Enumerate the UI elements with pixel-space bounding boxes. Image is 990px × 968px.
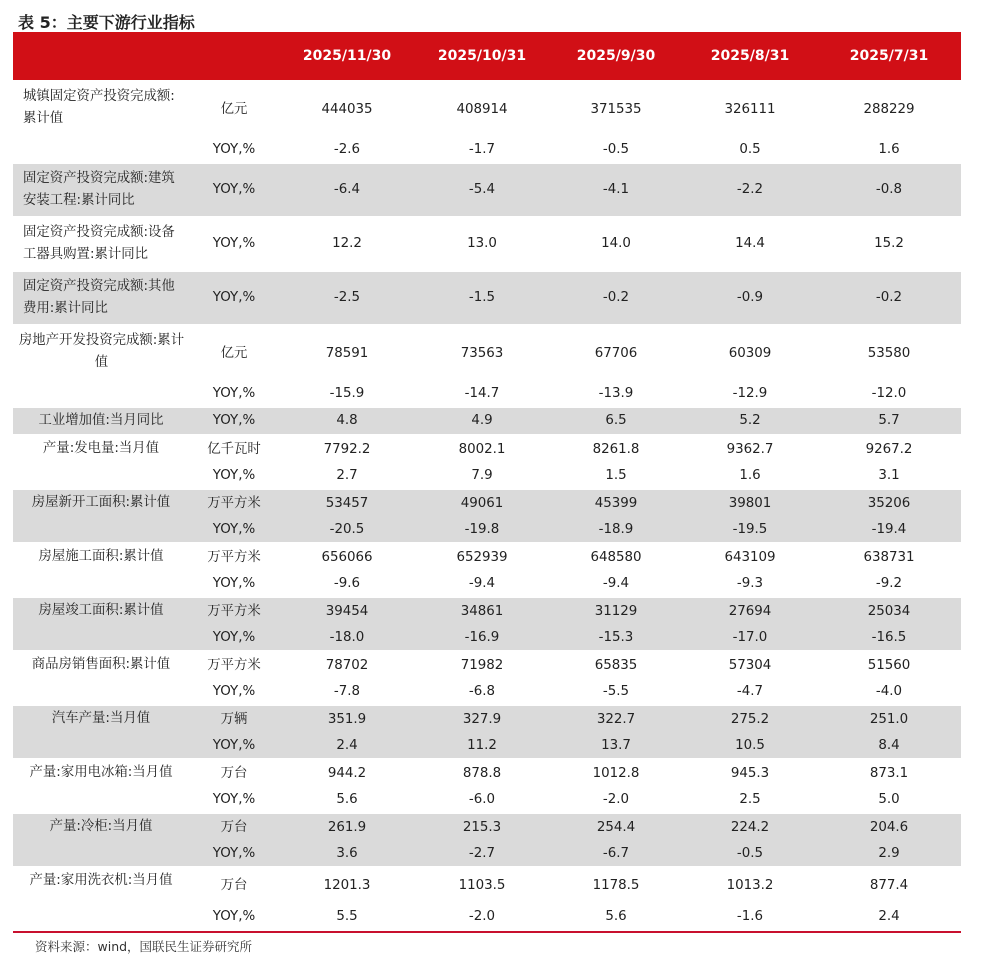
table-row	[13, 597, 961, 625]
value-cell: 2.7	[279, 463, 415, 489]
unit-cell: YOY,%	[189, 463, 279, 489]
table-row	[13, 407, 961, 435]
value-cell: -0.9	[683, 271, 817, 325]
value-cell: 254.4	[549, 813, 683, 841]
value-cell: 14.0	[549, 217, 683, 271]
indicator-group	[13, 867, 961, 931]
unit-cell: YOY,%	[189, 217, 279, 271]
value-cell: 322.7	[549, 705, 683, 733]
table-header-row	[13, 32, 961, 81]
value-cell: 945.3	[683, 759, 817, 787]
value-cell: 0.5	[683, 137, 817, 163]
value-cell: 288229	[817, 81, 961, 137]
value-cell: 39454	[279, 597, 415, 625]
value-cell: -1.7	[415, 137, 549, 163]
unit-cell: YOY,%	[189, 163, 279, 217]
indicator-name: 商品房销售面积:累计值	[13, 651, 189, 705]
table-row	[13, 489, 961, 517]
value-cell: 5.7	[817, 407, 961, 435]
value-cell: -6.0	[415, 787, 549, 813]
value-cell: -9.4	[549, 571, 683, 597]
value-cell: 71982	[415, 651, 549, 679]
indicator-group	[13, 759, 961, 813]
value-cell: 14.4	[683, 217, 817, 271]
value-cell: 60309	[683, 325, 817, 381]
indicator-group	[13, 489, 961, 543]
value-cell: -20.5	[279, 517, 415, 543]
value-cell: 873.1	[817, 759, 961, 787]
value-cell: 53457	[279, 489, 415, 517]
value-cell: -13.9	[549, 381, 683, 407]
unit-cell: YOY,%	[189, 517, 279, 543]
value-cell: 656066	[279, 543, 415, 571]
indicator-name: 工业增加值:当月同比	[13, 407, 189, 435]
value-cell: 3.1	[817, 463, 961, 489]
column-header-date: 2025/10/31	[415, 32, 549, 81]
value-cell: 34861	[415, 597, 549, 625]
indicator-group	[13, 651, 961, 705]
unit-cell: YOY,%	[189, 571, 279, 597]
value-cell: -2.6	[279, 137, 415, 163]
value-cell: 5.0	[817, 787, 961, 813]
table-row	[13, 813, 961, 841]
table-row	[13, 217, 961, 271]
indicator-name: 产量:发电量:当月值	[13, 435, 189, 489]
value-cell: -6.4	[279, 163, 415, 217]
value-cell: 444035	[279, 81, 415, 137]
unit-cell: 万台	[189, 759, 279, 787]
value-cell: 9362.7	[683, 435, 817, 463]
unit-cell: 万台	[189, 813, 279, 841]
value-cell: 49061	[415, 489, 549, 517]
indicator-name: 产量:冷柜:当月值	[13, 813, 189, 867]
unit-cell: 亿千瓦时	[189, 435, 279, 463]
indicator-group	[13, 705, 961, 759]
unit-cell: 万平方米	[189, 597, 279, 625]
value-cell: 12.2	[279, 217, 415, 271]
value-cell: 5.2	[683, 407, 817, 435]
value-cell: 45399	[549, 489, 683, 517]
value-cell: 8002.1	[415, 435, 549, 463]
table-row	[13, 759, 961, 787]
value-cell: -9.4	[415, 571, 549, 597]
value-cell: -5.5	[549, 679, 683, 705]
value-cell: 2.5	[683, 787, 817, 813]
unit-cell: 万平方米	[189, 489, 279, 517]
indicator-group	[13, 217, 961, 271]
value-cell: 10.5	[683, 733, 817, 759]
indicator-table	[13, 32, 961, 931]
value-cell: -0.5	[683, 841, 817, 867]
value-cell: 326111	[683, 81, 817, 137]
unit-cell: YOY,%	[189, 137, 279, 163]
value-cell: 4.9	[415, 407, 549, 435]
value-cell: 9267.2	[817, 435, 961, 463]
value-cell: 5.6	[549, 903, 683, 931]
indicator-name: 产量:家用洗衣机:当月值	[13, 867, 189, 931]
column-header-date: 2025/8/31	[683, 32, 817, 81]
value-cell: 7.9	[415, 463, 549, 489]
unit-cell: YOY,%	[189, 625, 279, 651]
column-header-date: 2025/11/30	[279, 32, 415, 81]
column-header-date: 2025/7/31	[817, 32, 961, 81]
value-cell: 1178.5	[549, 867, 683, 903]
value-cell: 13.7	[549, 733, 683, 759]
value-cell: -19.8	[415, 517, 549, 543]
table-row	[13, 325, 961, 381]
table-row	[13, 867, 961, 903]
value-cell: 57304	[683, 651, 817, 679]
value-cell: -9.6	[279, 571, 415, 597]
value-cell: 327.9	[415, 705, 549, 733]
value-cell: -12.9	[683, 381, 817, 407]
value-cell: -9.3	[683, 571, 817, 597]
indicator-group	[13, 407, 961, 435]
value-cell: -0.2	[549, 271, 683, 325]
value-cell: -14.7	[415, 381, 549, 407]
value-cell: 8261.8	[549, 435, 683, 463]
value-cell: 11.2	[415, 733, 549, 759]
unit-cell: YOY,%	[189, 381, 279, 407]
value-cell: -4.1	[549, 163, 683, 217]
value-cell: -0.5	[549, 137, 683, 163]
value-cell: 78702	[279, 651, 415, 679]
indicator-name: 产量:家用电冰箱:当月值	[13, 759, 189, 813]
indicator-name: 固定资产投资完成额:设备工器具购置:累计同比	[13, 217, 189, 271]
value-cell: -2.7	[415, 841, 549, 867]
value-cell: 65835	[549, 651, 683, 679]
value-cell: -7.8	[279, 679, 415, 705]
value-cell: 204.6	[817, 813, 961, 841]
value-cell: 13.0	[415, 217, 549, 271]
value-cell: -18.9	[549, 517, 683, 543]
indicator-group	[13, 163, 961, 217]
unit-cell: 亿元	[189, 81, 279, 137]
value-cell: -15.9	[279, 381, 415, 407]
value-cell: -9.2	[817, 571, 961, 597]
value-cell: -6.8	[415, 679, 549, 705]
value-cell: -1.6	[683, 903, 817, 931]
value-cell: 4.8	[279, 407, 415, 435]
indicator-name: 固定资产投资完成额:其他费用:累计同比	[13, 271, 189, 325]
table-row	[13, 163, 961, 217]
value-cell: 53580	[817, 325, 961, 381]
value-cell: -0.2	[817, 271, 961, 325]
value-cell: 2.4	[279, 733, 415, 759]
unit-cell: YOY,%	[189, 407, 279, 435]
value-cell: 1013.2	[683, 867, 817, 903]
indicator-group	[13, 597, 961, 651]
value-cell: -5.4	[415, 163, 549, 217]
value-cell: 251.0	[817, 705, 961, 733]
unit-cell: YOY,%	[189, 733, 279, 759]
unit-cell: 万平方米	[189, 651, 279, 679]
indicator-name: 汽车产量:当月值	[13, 705, 189, 759]
indicator-name: 房地产开发投资完成额:累计值	[13, 325, 189, 407]
value-cell: -16.5	[817, 625, 961, 651]
indicator-group	[13, 543, 961, 597]
value-cell: 944.2	[279, 759, 415, 787]
value-cell: 215.3	[415, 813, 549, 841]
table-row	[13, 435, 961, 463]
unit-cell: YOY,%	[189, 787, 279, 813]
value-cell: 1.5	[549, 463, 683, 489]
value-cell: 15.2	[817, 217, 961, 271]
value-cell: -4.7	[683, 679, 817, 705]
value-cell: 371535	[549, 81, 683, 137]
value-cell: 638731	[817, 543, 961, 571]
indicator-name: 房屋新开工面积:累计值	[13, 489, 189, 543]
value-cell: 643109	[683, 543, 817, 571]
value-cell: -19.5	[683, 517, 817, 543]
table-row	[13, 705, 961, 733]
unit-cell: YOY,%	[189, 679, 279, 705]
value-cell: -1.5	[415, 271, 549, 325]
indicator-group	[13, 813, 961, 867]
value-cell: 25034	[817, 597, 961, 625]
value-cell: 1.6	[683, 463, 817, 489]
indicator-name: 固定资产投资完成额:建筑安装工程:累计同比	[13, 163, 189, 217]
source-text: 资料来源：wind，国联民生证券研究所	[35, 939, 253, 954]
value-cell: 224.2	[683, 813, 817, 841]
value-cell: 5.5	[279, 903, 415, 931]
table-row	[13, 651, 961, 679]
value-cell: 27694	[683, 597, 817, 625]
value-cell: 5.6	[279, 787, 415, 813]
value-cell: 1.6	[817, 137, 961, 163]
value-cell: -19.4	[817, 517, 961, 543]
value-cell: 7792.2	[279, 435, 415, 463]
value-cell: -15.3	[549, 625, 683, 651]
value-cell: 408914	[415, 81, 549, 137]
indicator-name: 房屋竣工面积:累计值	[13, 597, 189, 651]
value-cell: -0.8	[817, 163, 961, 217]
value-cell: -4.0	[817, 679, 961, 705]
indicator-group	[13, 435, 961, 489]
value-cell: -18.0	[279, 625, 415, 651]
unit-cell: 万台	[189, 867, 279, 903]
value-cell: 261.9	[279, 813, 415, 841]
value-cell: -2.0	[549, 787, 683, 813]
column-header-indicator	[13, 32, 189, 81]
unit-cell: YOY,%	[189, 903, 279, 931]
value-cell: 78591	[279, 325, 415, 381]
value-cell: 275.2	[683, 705, 817, 733]
source-note	[13, 931, 961, 955]
value-cell: 35206	[817, 489, 961, 517]
table-title: 表 5：主要下游行业指标	[18, 13, 195, 32]
column-header-unit	[189, 32, 279, 81]
unit-cell: 亿元	[189, 325, 279, 381]
value-cell: 1012.8	[549, 759, 683, 787]
indicator-group	[13, 271, 961, 325]
value-cell: 1201.3	[279, 867, 415, 903]
value-cell: 31129	[549, 597, 683, 625]
unit-cell: YOY,%	[189, 841, 279, 867]
value-cell: 878.8	[415, 759, 549, 787]
value-cell: -16.9	[415, 625, 549, 651]
unit-cell: 万辆	[189, 705, 279, 733]
value-cell: 2.4	[817, 903, 961, 931]
value-cell: 67706	[549, 325, 683, 381]
value-cell: 648580	[549, 543, 683, 571]
value-cell: 51560	[817, 651, 961, 679]
value-cell: 1103.5	[415, 867, 549, 903]
value-cell: 877.4	[817, 867, 961, 903]
column-header-date: 2025/9/30	[549, 32, 683, 81]
indicator-name: 城镇固定资产投资完成额:累计值	[13, 81, 189, 163]
value-cell: 652939	[415, 543, 549, 571]
table-row	[13, 81, 961, 137]
value-cell: 73563	[415, 325, 549, 381]
value-cell: -12.0	[817, 381, 961, 407]
table-row	[13, 543, 961, 571]
value-cell: -2.5	[279, 271, 415, 325]
indicator-group	[13, 81, 961, 163]
value-cell: -2.2	[683, 163, 817, 217]
unit-cell: 万平方米	[189, 543, 279, 571]
value-cell: 351.9	[279, 705, 415, 733]
table-row	[13, 271, 961, 325]
indicator-name: 房屋施工面积:累计值	[13, 543, 189, 597]
unit-cell: YOY,%	[189, 271, 279, 325]
value-cell: 8.4	[817, 733, 961, 759]
value-cell: -17.0	[683, 625, 817, 651]
value-cell: 39801	[683, 489, 817, 517]
value-cell: 3.6	[279, 841, 415, 867]
value-cell: -6.7	[549, 841, 683, 867]
value-cell: -2.0	[415, 903, 549, 931]
indicator-group	[13, 325, 961, 407]
value-cell: 6.5	[549, 407, 683, 435]
value-cell: 2.9	[817, 841, 961, 867]
